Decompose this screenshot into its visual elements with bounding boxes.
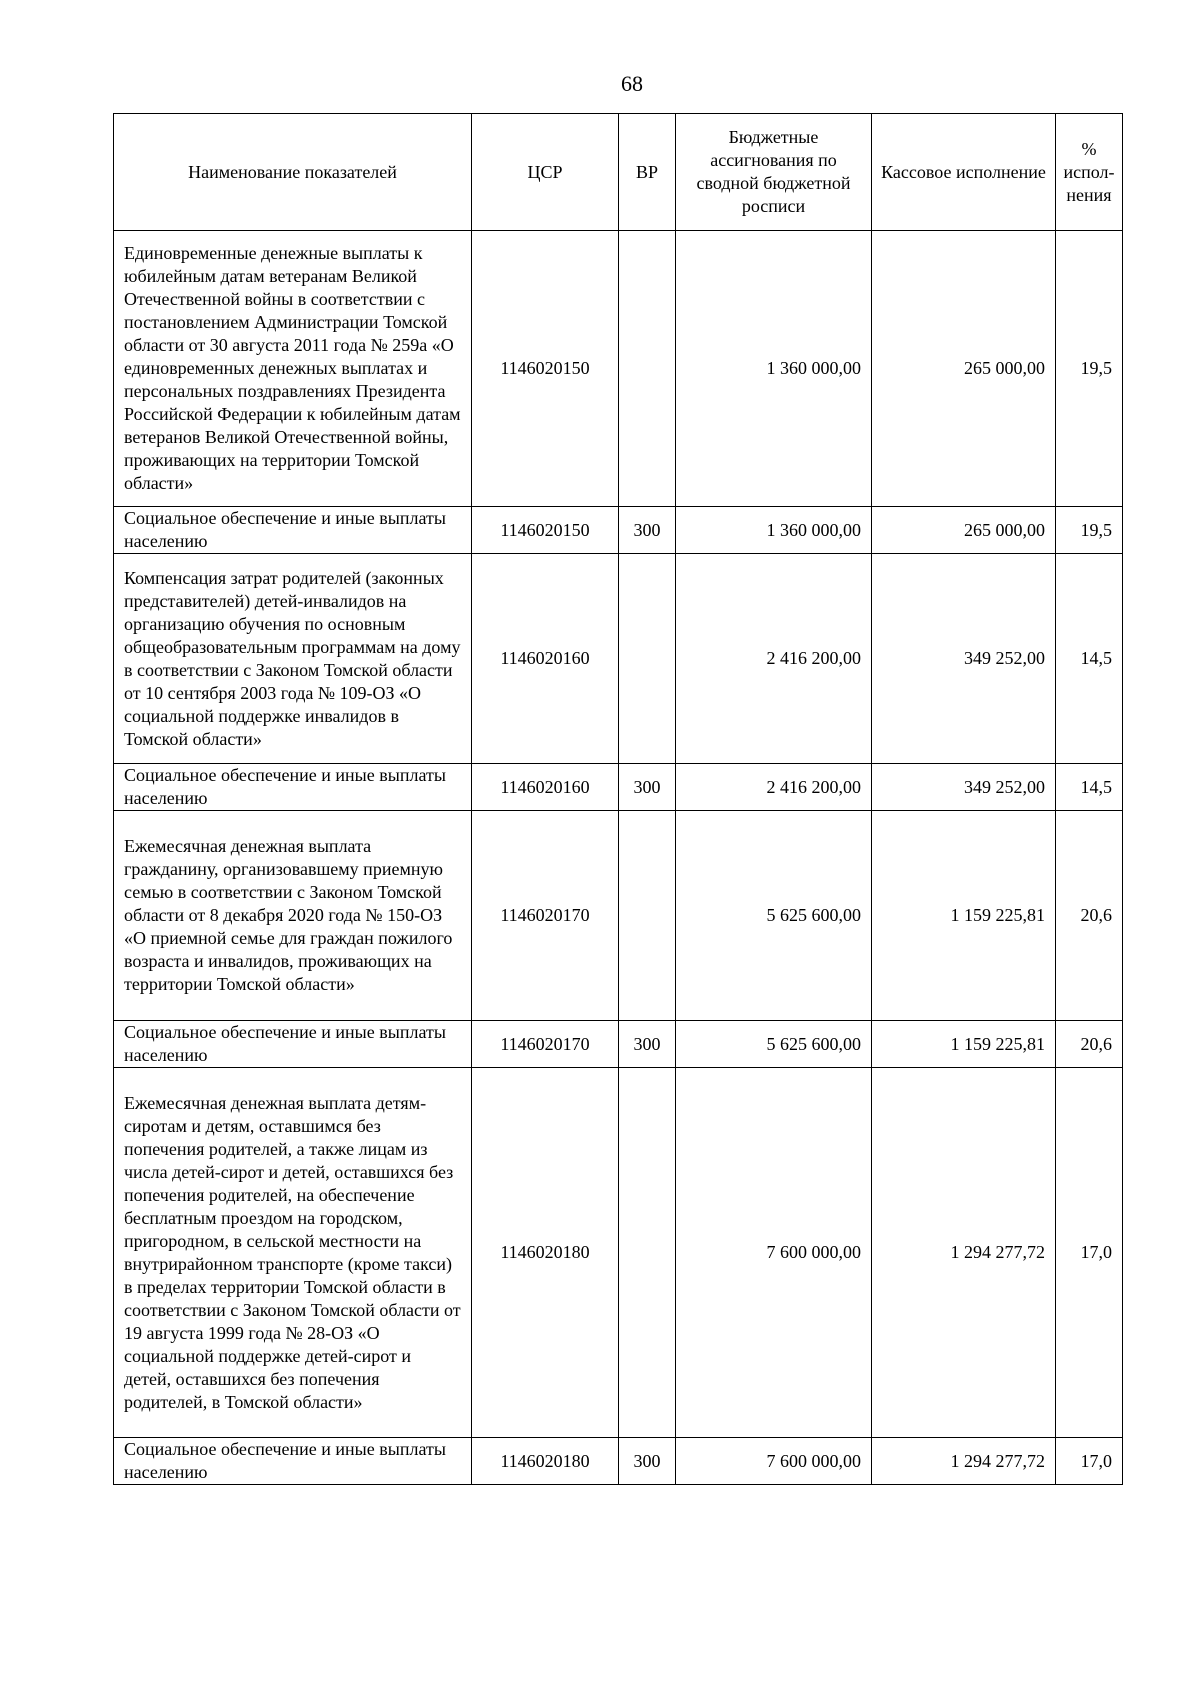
row-csr: 1146020160	[472, 764, 619, 811]
row-vr	[619, 554, 676, 764]
row-name: Единовременные денежные выплаты к юбилейным датам ветеранам Великой Отечественной войны в соответствии с постановлением Администрации Томской области от 30 августа 2011 года № 259а «О единовременных денежных выплатах и персональных поздравлениях Президента Российской Федерации к юбилейным датам ветеранов Великой Отечественной войны, проживающих на территории Томской области»	[114, 231, 472, 507]
row-budget: 5 625 600,00	[676, 811, 872, 1021]
row-cash: 1 159 225,81	[872, 1021, 1056, 1068]
row-percent: 20,6	[1056, 811, 1123, 1021]
row-name: Социальное обеспечение и иные выплаты населению	[114, 764, 472, 811]
row-budget: 1 360 000,00	[676, 231, 872, 507]
header-percent: % испол-нения	[1056, 114, 1123, 231]
row-name: Социальное обеспечение и иные выплаты населению	[114, 1021, 472, 1068]
row-name: Ежемесячная денежная выплата гражданину, организовавшему приемную семью в соответствии с Законом Томской области от 8 декабря 2020 года № 150-ОЗ «О приемной семье для граждан пожилого возраста и инвалидов, проживающих на территории Томской области»	[114, 811, 472, 1021]
table-header-row	[114, 114, 1123, 231]
row-vr: 300	[619, 507, 676, 554]
header-cash: Кассовое исполнение	[872, 114, 1056, 231]
row-percent: 17,0	[1056, 1438, 1123, 1485]
row-cash: 349 252,00	[872, 764, 1056, 811]
table-row	[114, 231, 1123, 507]
row-vr	[619, 231, 676, 507]
table-row	[114, 811, 1123, 1021]
row-vr: 300	[619, 1021, 676, 1068]
row-csr: 1146020180	[472, 1068, 619, 1438]
page-number: 68	[621, 71, 643, 96]
row-cash: 1 159 225,81	[872, 811, 1056, 1021]
table-row	[114, 1438, 1123, 1485]
header-vr: ВР	[619, 114, 676, 231]
row-csr: 1146020170	[472, 1021, 619, 1068]
row-name: Социальное обеспечение и иные выплаты населению	[114, 507, 472, 554]
row-name: Ежемесячная денежная выплата детям-сиротам и детям, оставшимся без попечения родителей, а также лицам из числа детей-сирот и детей, оставшихся без попечения родителей, на обеспечение бесплатным проездом на городском, пригородном, в сельской местности на внутрирайонном транспорте (кроме такси) в пределах территории Томской области в соответствии с Законом Томской области от 19 августа 1999 года № 28-ОЗ «О социальной поддержке детей-сирот и детей, оставшихся без попечения родителей, в Томской области»	[114, 1068, 472, 1438]
row-vr	[619, 811, 676, 1021]
table-row	[114, 507, 1123, 554]
row-csr: 1146020170	[472, 811, 619, 1021]
row-percent: 19,5	[1056, 231, 1123, 507]
row-budget: 2 416 200,00	[676, 554, 872, 764]
row-name: Компенсация затрат родителей (законных представителей) детей-инвалидов на организацию обучения по основным общеобразовательным программам на дому в соответствии с Законом Томской области от 10 сентября 2003 года № 109-ОЗ «О социальной поддержке инвалидов в Томской области»	[114, 554, 472, 764]
row-cash: 1 294 277,72	[872, 1068, 1056, 1438]
row-percent: 17,0	[1056, 1068, 1123, 1438]
row-vr: 300	[619, 1438, 676, 1485]
budget-table	[113, 113, 1123, 1485]
row-csr: 1146020150	[472, 231, 619, 507]
row-csr: 1146020180	[472, 1438, 619, 1485]
row-percent: 14,5	[1056, 554, 1123, 764]
table-row	[114, 1021, 1123, 1068]
row-name: Социальное обеспечение и иные выплаты населению	[114, 1438, 472, 1485]
row-vr	[619, 1068, 676, 1438]
row-vr: 300	[619, 764, 676, 811]
table-row	[114, 554, 1123, 764]
row-cash: 265 000,00	[872, 231, 1056, 507]
header-name: Наименование показателей	[114, 114, 472, 231]
row-budget: 7 600 000,00	[676, 1438, 872, 1485]
row-budget: 2 416 200,00	[676, 764, 872, 811]
row-csr: 1146020160	[472, 554, 619, 764]
row-percent: 19,5	[1056, 507, 1123, 554]
header-csr: ЦСР	[472, 114, 619, 231]
row-budget: 1 360 000,00	[676, 507, 872, 554]
row-percent: 20,6	[1056, 1021, 1123, 1068]
table-row	[114, 1068, 1123, 1438]
header-budget: Бюджетные ассигнования по сводной бюджетной росписи	[676, 114, 872, 231]
row-cash: 349 252,00	[872, 554, 1056, 764]
row-percent: 14,5	[1056, 764, 1123, 811]
row-cash: 265 000,00	[872, 507, 1056, 554]
row-csr: 1146020150	[472, 507, 619, 554]
row-budget: 7 600 000,00	[676, 1068, 872, 1438]
row-cash: 1 294 277,72	[872, 1438, 1056, 1485]
row-budget: 5 625 600,00	[676, 1021, 872, 1068]
table-row	[114, 764, 1123, 811]
